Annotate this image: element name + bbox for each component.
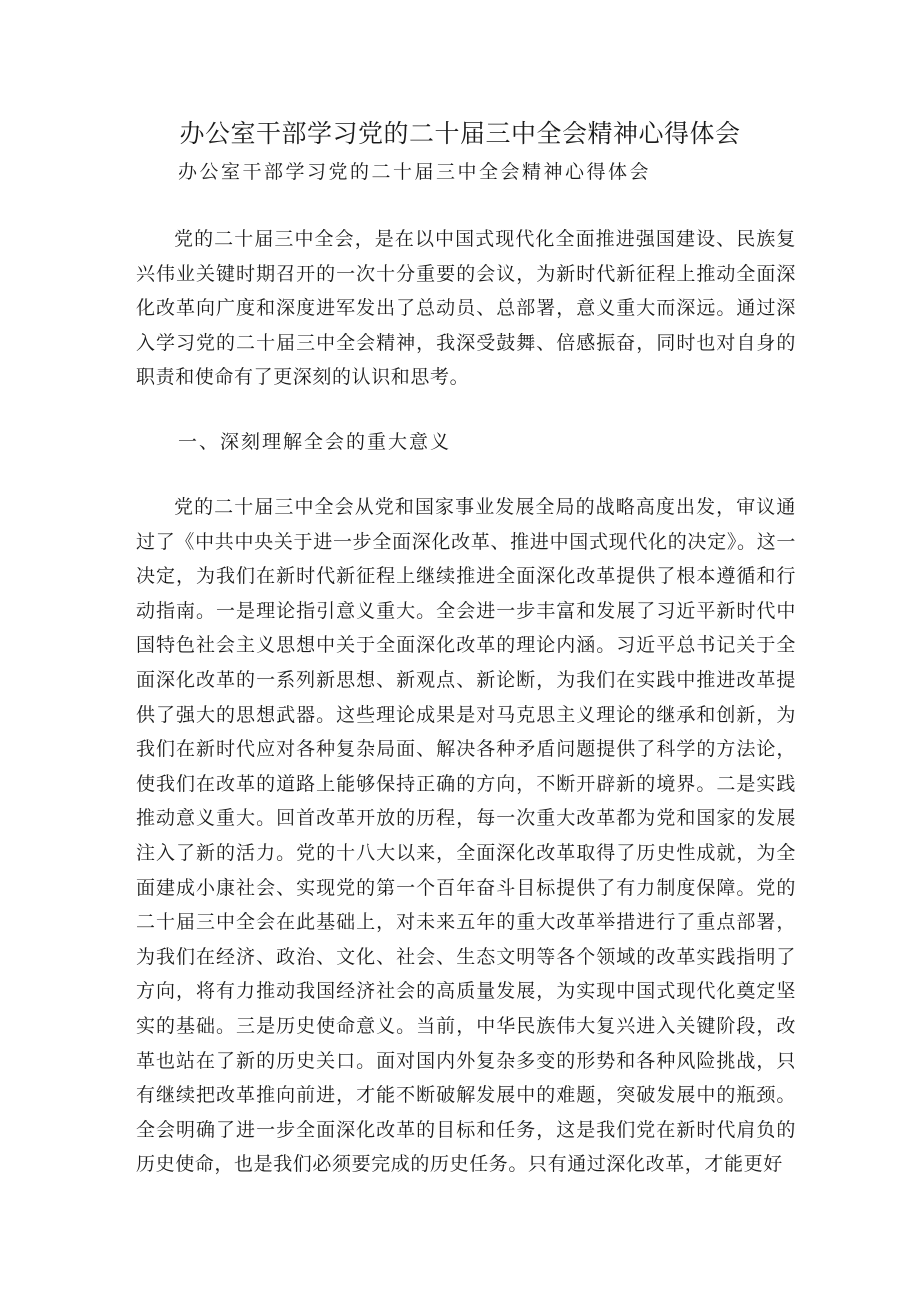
section-paragraph: 党的二十届三中全会从党和国家事业发展全局的战略高度出发，审议通过了《中共中央关于进一步全面深化改革、推进中国式现代化的决定》。这一决定，为我们在新时代新征程上继续推进全面深化改革提供了根本遵循和行动指南。一是理论指引意义重大。全会进一步丰富和发展了习近平新时代中国特色社会主义思想中关于全面深化改革的理论内涵。习近平总书记关于全面深化改革的一系列新思想、新观点、新论断，为我们在实践中推进改革提供了强大的思想武器。这些理论成果是对马克思主义理论的继承和创新，为我们在新时代应对各种复杂局面、解决各种矛盾问题提供了科学的方法论，使我们在改革的道路上能够保持正确的方向，不断开辟新的境界。二是实践推动意义重大。回首改革开放的历程，每一次重大改革都为党和国家的发展注入了新的活力。党的十八大以来，全面深化改革取得了历史性成就，为全面建成小康社会、实现党的第一个百年奋斗目标提供了有力制度保障。党的二十届三中全会在此基础上，对未来五年的重大改革举措进行了重点部署，为我们在经济、政治、文化、社会、生态文明等各个领域的改革实践指明了方向，将有力推动我国经济社会的高质量发展，为实现中国式现代化奠定坚实的基础。三是历史使命意义。当前，中华民族伟大复兴进入关键阶段，改革也站在了新的历史关口。面对国内外复杂多变的形势和各种风险挑战，只有继续把改革推向前进，才能不断破解发展中的难题，突破发展中的瓶颈。全会明确了进一步全面深化改革的目标和任务，这是我们党在新时代肩负的历史使命，也是我们必须要完成的历史任务。只有通过深化改革，才能更好 xyxy=(136,496,796,1176)
intro-paragraph: 党的二十届三中全会，是在以中国式现代化全面推进强国建设、民族复兴伟业关键时期召开的一次十分重要的会议，为新时代新征程上推动全面深化改革向广度和深度进军发出了总动员、总部署，意义重大而深远。通过深入学习党的二十届三中全会精神，我深受鼓舞、倍感振奋，同时也对自身的职责和使命有了更深刻的认识和思考。 xyxy=(136,228,796,389)
document-subtitle: 办公室干部学习党的二十届三中全会精神心得体会 xyxy=(178,161,652,183)
section-heading: 一、深刻理解全会的重大意义 xyxy=(178,431,452,453)
document-title: 办公室干部学习党的二十届三中全会精神心得体会 xyxy=(179,119,741,148)
